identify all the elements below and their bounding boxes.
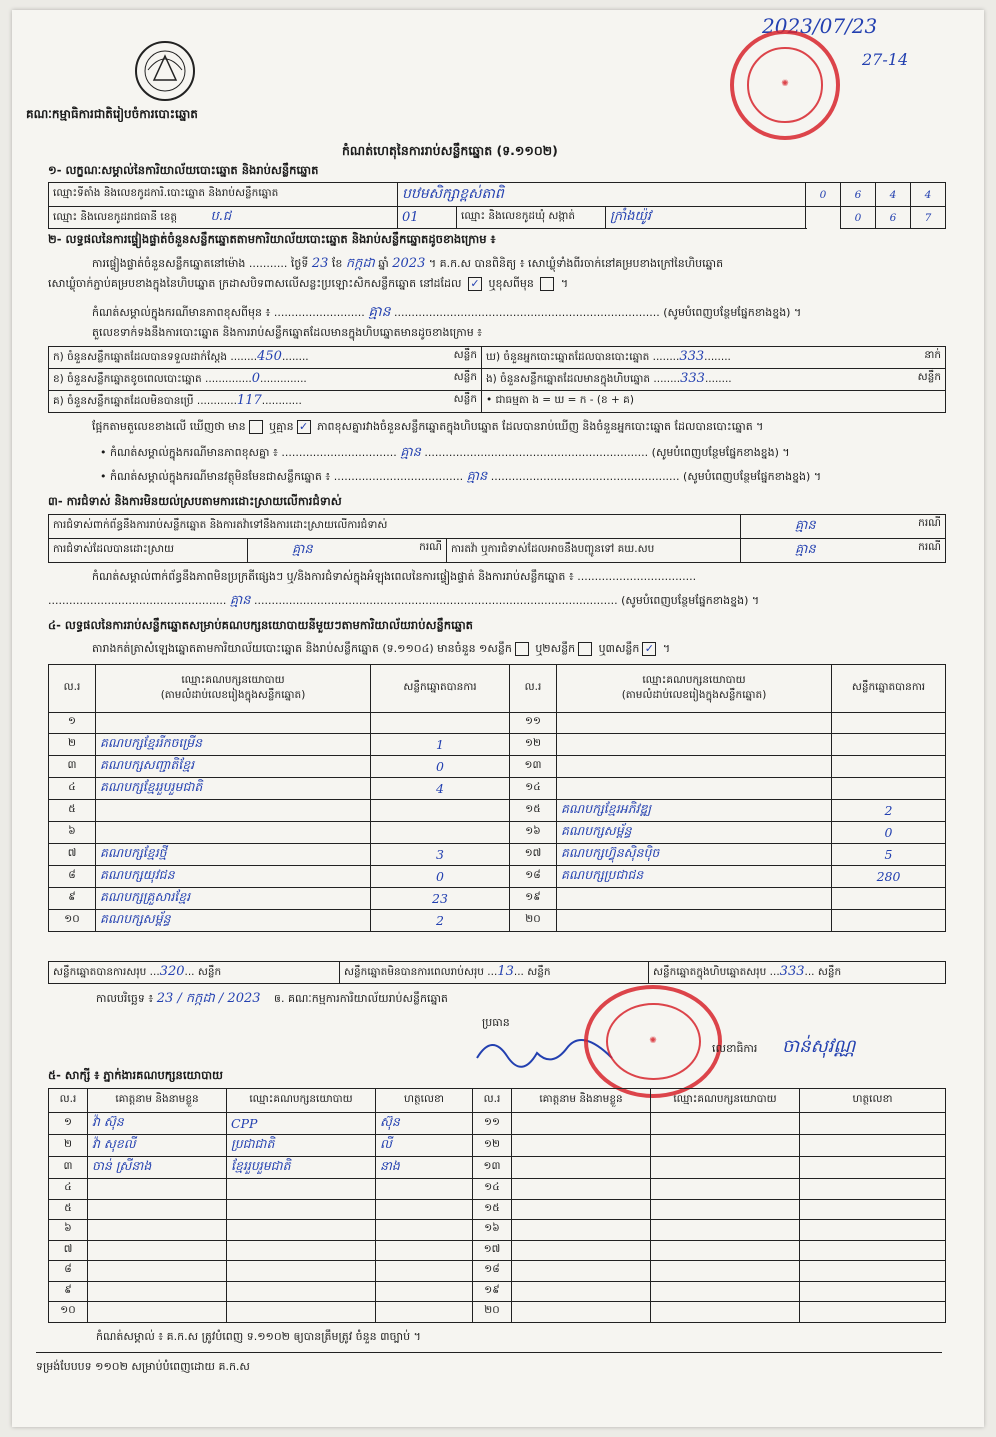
witness-col-name-2: គោត្តនាម និងនាមខ្លួន (512, 1089, 651, 1113)
witness-row-sig (800, 1199, 946, 1220)
count-ko: គ) ចំនួនសន្លឹកឆ្នោតដែលមិនបានប្រើ ............117............ សន្លឹក (49, 391, 482, 413)
total-invalid-value: 13 (497, 964, 514, 979)
witness-row-party: CPP (227, 1113, 376, 1135)
results-row (49, 821, 946, 843)
province-code: 01 (398, 207, 457, 229)
results-col-party: ឈ្មោះគណបក្សនយោបាយ (តាមលំដាប់លេខរៀងក្នុងសន្លឹកឆ្នោត) (96, 665, 371, 713)
total-box-value: 333 (779, 964, 805, 979)
commune-code-3: 7 (911, 207, 946, 229)
witness-row-no: ១ (49, 1113, 88, 1135)
results-totals (48, 961, 946, 984)
witness-row-party (651, 1220, 800, 1241)
handwritten-code: 27-14 (862, 50, 909, 69)
month-value: កក្កដា (345, 256, 375, 271)
results-row (49, 733, 946, 755)
results-row-votes (832, 887, 946, 909)
results-row-party (557, 713, 832, 734)
results-row-no: ៤ (49, 777, 96, 799)
results-row-votes: 1 (371, 733, 510, 755)
results-row-votes: 2 (371, 909, 510, 931)
signature-date: កាលបរិច្ឆេទ ៖ 23 / កក្កដា / 2023 ឲ. គណៈកម្មការការិយាល័យរាប់សន្លឹកឆ្នោត (96, 991, 448, 1006)
witness-row-sig (800, 1135, 946, 1157)
witness-row-no: ៦ (49, 1220, 88, 1241)
witness-row-no: ២ (49, 1135, 88, 1157)
secretary-signature: ចាន់សុវណ្ណ (782, 1036, 856, 1057)
section4-title: ៤- លទ្ធផលនៃការរាប់សន្លឹកឆ្នោតសម្រាប់គណបក្សនយោបាយនីមួយៗតាមការិយាល័យរាប់សន្លឹកឆ្នោត (48, 618, 473, 632)
results-row-votes (832, 909, 946, 931)
irregularity-note-value: គ្មាន (229, 593, 251, 608)
witness-row-party (651, 1135, 800, 1157)
witness-row-no: ១១ (473, 1113, 512, 1135)
section4-intro: តារាងកត់ត្រាសំឡេងឆ្នោតតាមការិយាល័យបោះឆ្នោត និងរាប់សន្លឹកឆ្នោត (ទ.១១០៤) មានចំនួន ១សន្លឹក ឬ២សន្លឹក ឬ៣សន្លឹក ✓ ។ (92, 642, 671, 655)
irregularity-note-label: កំណត់សម្គាល់ពាក់ព័ន្ធនឹងភាពមិនប្រក្រតីផ្សេងៗ ឬ/និងការជំទាស់ក្នុងអំឡុងពេលនៃការផ្ទៀងផ្ទាត់ និងការរាប់សន្លឹកឆ្នោត ៖ .................................. (92, 570, 697, 583)
results-row-party (96, 821, 371, 843)
results-row-no: ៨ (49, 865, 96, 887)
results-row-votes: 280 (832, 865, 946, 887)
witness-row-name (88, 1302, 227, 1323)
intact-checkbox: ✓ (468, 277, 482, 291)
witness-row-party (651, 1281, 800, 1302)
results-row-party: គណបក្សសម្ព័ន្ធ (96, 909, 371, 931)
year-value: 2023 (392, 256, 426, 271)
results-row-no: ៩ (49, 887, 96, 909)
results-col-no: ល.រ (49, 665, 96, 713)
section2-title: ២- លទ្ធផលនៃការផ្ទៀងផ្ទាត់ចំនួនសន្លឹកឆ្នោតតាមការិយាល័យបោះឆ្នោត និងរាប់សន្លឹកឆ្នោតដូចខាងក្រោម ៖ (48, 232, 496, 246)
witness-row-name: វ៉ា សុខលី (88, 1135, 227, 1157)
commune-label: ឈ្មោះ និងលេខកូដឃុំ សង្កាត់ (457, 207, 606, 229)
witness-col-party-2: ឈ្មោះគណបក្សនយោបាយ (651, 1089, 800, 1113)
complaint-label: ការជំទាស់ពាក់ព័ន្ធនឹងការរាប់សន្លឹកឆ្នោត និងការតវ៉ាទៅនឹងការដោះស្រាយលើការជំទាស់ (49, 515, 741, 539)
witness-row-sig (376, 1261, 473, 1282)
invalid-note-value: គ្មាន (466, 469, 488, 484)
witness-row-party: ខ្មែររួបរួមជាតិ (227, 1157, 376, 1179)
form-title: កំណត់ហេតុនៃការរាប់សន្លឹកឆ្នោត (ទ.១១០២) (342, 143, 558, 158)
witness-row-sig (800, 1261, 946, 1282)
witness-row-name (88, 1240, 227, 1261)
witness-row-name (88, 1179, 227, 1200)
results-row-votes: 4 (371, 777, 510, 799)
witness-row-no: ១៨ (473, 1261, 512, 1282)
witness-row (49, 1302, 946, 1323)
count-k-value: 450 (257, 349, 282, 364)
results-row (49, 713, 946, 734)
section5-title: ៥- សាក្សី ៖ ភ្នាក់ងារគណបក្សនយោបាយ (48, 1068, 223, 1082)
witness-row-name (88, 1220, 227, 1241)
results-row-votes (832, 755, 946, 777)
commune-value: ក្រាំងយ៉ូវ (606, 207, 806, 229)
witness-row-no: ១៦ (473, 1220, 512, 1241)
change-note-value: គ្មាន (368, 304, 391, 320)
witness-row-no: ៣ (49, 1157, 88, 1179)
witness-row-no: ១៧ (473, 1240, 512, 1261)
total-valid-value: 320 (159, 964, 185, 979)
witness-row-party (227, 1199, 376, 1220)
results-row-votes (832, 733, 946, 755)
witness-row-sig (376, 1240, 473, 1261)
results-col-no-2: ល.រ (510, 665, 557, 713)
results-row-no: ១៨ (510, 865, 557, 887)
results-row (49, 777, 946, 799)
witness-row-party (651, 1261, 800, 1282)
counts-table (48, 346, 946, 413)
results-row-no: ៧ (49, 843, 96, 865)
results-row-no: ១៦ (510, 821, 557, 843)
total-box: សន្លឹកឆ្នោតក្នុងហិបឆ្នោតសរុប ...333... សន្លឹក (649, 962, 946, 984)
location-code-2: 6 (841, 183, 876, 207)
witness-col-no-2: ល.រ (473, 1089, 512, 1113)
witness-row-name (512, 1220, 651, 1241)
results-row-party: គណបក្សខ្មែរថ្មី (96, 843, 371, 865)
total-valid: សន្លឹកឆ្នោតបានការសរុប ...320... សន្លឹក (49, 962, 340, 984)
count-gh: ឃ) ចំនួនអ្នកបោះឆ្នោតដែលបានបោះឆ្នោត ........333........ នាក់ (482, 347, 946, 369)
results-row-party (557, 909, 832, 931)
change-note: កំណត់សម្គាល់ក្នុងករណីមានភាពខុសពីមុន ៖ .......................... គ្មាន ............................................................................ (សូមបំពេញបន្ថែមផ្នែកខាងខ្នង) ។ (92, 304, 802, 320)
results-row-votes (371, 713, 510, 734)
witness-row-no: ១៩ (473, 1281, 512, 1302)
witness-row-party (227, 1281, 376, 1302)
results-row-party (557, 887, 832, 909)
formula: • ជាធម្មតា ង = ឃ = ក - (ខ + គ) (482, 391, 946, 413)
witness-row-party: ប្រជាជាតិ (227, 1135, 376, 1157)
results-row-party: គណបក្សសញ្ជាតិខ្មែរ (96, 755, 371, 777)
results-row (49, 755, 946, 777)
results-table (48, 664, 946, 932)
witness-row-sig (800, 1157, 946, 1179)
handwritten-date: 2023/07/23 (762, 14, 878, 38)
results-col-party-2: ឈ្មោះគណបក្សនយោបាយ (តាមលំដាប់លេខរៀងក្នុងសន្លឹកឆ្នោត) (557, 665, 832, 713)
results-row (49, 909, 946, 931)
location-value: បឋមសិក្សាខ្ពស់តាពិ (398, 183, 806, 207)
count-kh: ខ) ចំនួនសន្លឹកឆ្នោតខូចពេលបោះឆ្នោត ..............0.............. សន្លឹក (49, 369, 482, 391)
one-sheet-checkbox (515, 642, 529, 656)
witness-row-name (88, 1199, 227, 1220)
witness-row-no: ៤ (49, 1179, 88, 1200)
witness-row-name (512, 1199, 651, 1220)
witness-row-sig (376, 1281, 473, 1302)
results-row-party: គណបក្សប្រជាជន (557, 865, 832, 887)
witness-row-sig (376, 1302, 473, 1323)
results-row-party: គណបក្សខ្មែរអភិវឌ្ឍ (557, 799, 832, 821)
witness-row-sig (800, 1179, 946, 1200)
witness-col-sig-2: ហត្ថលេខា (800, 1089, 946, 1113)
witness-row-party (651, 1179, 800, 1200)
invalid-note: • កំណត់សម្គាល់ក្នុងករណីមានវត្ថុមិនមែនជាសន្លឹកឆ្នោត ៖ ..................................... គ្មាន ...................................................... (សូមបំពេញបន្ថែមផ្នែកខាងខ្នង) ។ (100, 469, 822, 484)
difference-note: • កំណត់សម្គាល់ក្នុងករណីមានភាពខុសគ្នា ៖ ................................. គ្មាន ................................................................ (សូមបំពេញបន្ថែមផ្នែកខាងខ្នង) ។ (100, 445, 790, 460)
results-row-no: ១៤ (510, 777, 557, 799)
results-row-party (96, 799, 371, 821)
results-col-votes-2: សន្លឹកឆ្នោតបានការ (832, 665, 946, 713)
witness-row-sig (376, 1220, 473, 1241)
results-row-no: ១១ (510, 713, 557, 734)
commune-code-1: 0 (841, 207, 876, 229)
complaints-table (48, 514, 946, 563)
section3-title: ៣- ការជំទាស់ និងការមិនយល់ស្របតាមការដោះស្រាយលើការជំទាស់ (48, 494, 342, 508)
footnote: កំណត់សម្គាល់ ៖ គ.ក.ស ត្រូវបំពេញ ទ.១១០២ ឲ្យបានត្រឹមត្រូវ ចំនួន ៣ច្បាប់ ។ (96, 1330, 421, 1343)
witness-row-sig (800, 1240, 946, 1261)
no-difference-checkbox: ✓ (297, 420, 311, 434)
results-row-party (557, 733, 832, 755)
witness-row-name (512, 1113, 651, 1135)
witness-row-name (512, 1281, 651, 1302)
results-row-no: ១២ (510, 733, 557, 755)
results-row-votes: 3 (371, 843, 510, 865)
witness-row (49, 1157, 946, 1179)
results-row-votes: 23 (371, 887, 510, 909)
count-kh-value: 0 (251, 371, 261, 386)
results-row-votes: 0 (371, 755, 510, 777)
witness-row (49, 1179, 946, 1200)
results-row-no: ៥ (49, 799, 96, 821)
witness-col-no: ល.រ (49, 1089, 88, 1113)
witness-row (49, 1261, 946, 1282)
results-row-no: ២ (49, 733, 96, 755)
witness-row-party (227, 1240, 376, 1261)
witness-row (49, 1135, 946, 1157)
official-stamp-bottom: ✺ (584, 985, 722, 1098)
total-invalid: សន្លឹកឆ្នោតមិនបានការពេលរាប់សរុប ...13... សន្លឹក (340, 962, 649, 984)
difference-check: ផ្អែកតាមតួលេខខាងលើ ឃើញថា មាន ឬគ្មាន ✓ ភាពខុសគ្នារវាងចំនួនសន្លឹកឆ្នោតក្នុងហិបឆ្នោត ដែលបានរាប់ឃើញ និងចំនួនអ្នកបោះឆ្នោត ដែលបានបោះឆ្នោត ។ (92, 420, 764, 433)
witness-row-party (651, 1157, 800, 1179)
results-row-votes: 0 (371, 865, 510, 887)
results-row-votes (371, 821, 510, 843)
results-row-votes (832, 713, 946, 734)
results-row-votes: 2 (832, 799, 946, 821)
witness-col-name: គោត្តនាម និងនាមខ្លួន (88, 1089, 227, 1113)
witness-row-name: ចាន់ ស្រីនាង (88, 1157, 227, 1179)
location-code-1: 0 (806, 183, 841, 207)
province-value: ប.ជ (210, 209, 232, 224)
witness-row-no: ២០ (473, 1302, 512, 1323)
witness-row (49, 1240, 946, 1261)
witness-row-sig (800, 1113, 946, 1135)
results-row-no: ១៥ (510, 799, 557, 821)
witness-row-name (88, 1261, 227, 1282)
two-sheet-checkbox (578, 642, 592, 656)
forwarded-count: គ្មាន ករណី (741, 539, 946, 563)
three-sheet-checkbox: ✓ (642, 642, 656, 656)
witness-table (48, 1088, 946, 1323)
results-row-party: គណបក្សខ្មែររួបរួមជាតិ (96, 777, 371, 799)
resolved-count: គ្មាន ករណី (248, 539, 447, 563)
location-code-3: 4 (876, 183, 911, 207)
results-row-party: គណបក្សខ្មែររីកចម្រើន (96, 733, 371, 755)
day-value: 23 (311, 256, 329, 271)
count-k: ក) ចំនួនសន្លឹកឆ្នោតដែលបានទទួលដាក់ស្តែង ........450........ សន្លឹក (49, 347, 482, 369)
results-row-votes: 5 (832, 843, 946, 865)
witness-row-sig: នាង (376, 1157, 473, 1179)
witness-row (49, 1220, 946, 1241)
count-ko-value: 117 (236, 393, 262, 408)
witness-row-no: ៥ (49, 1199, 88, 1220)
results-row-party (557, 777, 832, 799)
changed-checkbox (540, 277, 554, 291)
results-row-no: ១៣ (510, 755, 557, 777)
witness-row-name (512, 1261, 651, 1282)
witness-row-no: ៨ (49, 1261, 88, 1282)
witness-row (49, 1199, 946, 1220)
irregularity-note: ................................................... គ្មាន ........................................................................................................ (សូមបំពេញបន្ថែមផ្នែកខាងខ្នង) ។ (48, 593, 760, 608)
witness-row-no: ៩ (49, 1281, 88, 1302)
results-row (49, 843, 946, 865)
results-row-party: គណបក្សយុវជន (96, 865, 371, 887)
witness-row-no: ១២ (473, 1135, 512, 1157)
witness-row-name (88, 1281, 227, 1302)
count-gh-value: 333 (679, 349, 705, 364)
difference-note-value: គ្មាន (400, 445, 421, 460)
results-row-no: ២០ (510, 909, 557, 931)
witness-row-sig (800, 1281, 946, 1302)
signature-date-value: 23 / កក្កដា / 2023 (156, 991, 261, 1006)
has-difference-checkbox (249, 420, 263, 434)
verification-line-1: ការផ្ទៀងផ្ទាត់ចំនួនសន្លឹកឆ្នោតនៅម៉ោង ........... ថ្ងៃទី 23 ខែ កក្កដា ឆ្នាំ 2023 ។ គ.ក.ស បានពិនិត្យ ៖ សោឃ្លុំទាំងពីរចាក់នៅគម្របខាងក្រៅនៃហិបឆ្នោត (92, 256, 724, 271)
chair-label: ប្រធាន (482, 1016, 510, 1029)
witness-row-no: ១៣ (473, 1157, 512, 1179)
forwarded-label: ការតវ៉ា ឬការជំទាស់ដែលអាចនឹងបញ្ជូនទៅ គឃ.សប (447, 539, 741, 563)
witness-row-party (651, 1199, 800, 1220)
org-name: គណៈកម្មាធិការជាតិរៀបចំការបោះឆ្នោត (26, 107, 198, 121)
results-row-party (96, 713, 371, 734)
witness-row-name (512, 1240, 651, 1261)
witness-row (49, 1281, 946, 1302)
results-row (49, 865, 946, 887)
results-row-party (557, 755, 832, 777)
witness-row-party (227, 1302, 376, 1323)
witness-row-sig (376, 1179, 473, 1200)
results-row-party: គណបក្សសម្ព័ន្ធ (557, 821, 832, 843)
count-ng-value: 333 (680, 371, 705, 386)
location-code-4: 4 (911, 183, 946, 207)
witness-row-party (227, 1261, 376, 1282)
witness-row-sig: ស៊ុន (376, 1113, 473, 1135)
witness-row-name (512, 1135, 651, 1157)
secretary-label: លេខាធិការ (712, 1042, 758, 1055)
results-row-votes (832, 777, 946, 799)
results-row-votes (371, 799, 510, 821)
resolved-label: ការជំទាស់ដែលបានដោះស្រាយ (49, 539, 248, 563)
witness-row-no: ៧ (49, 1240, 88, 1261)
results-col-votes: សន្លឹកឆ្នោតបានការ (371, 665, 510, 713)
results-row-no: ១០ (49, 909, 96, 931)
witness-row-no: ១៥ (473, 1199, 512, 1220)
witness-row-name (512, 1302, 651, 1323)
witness-row-party (227, 1220, 376, 1241)
section1-table (48, 182, 946, 229)
count-ng: ង) ចំនួនសន្លឹកឆ្នោតដែលមានក្នុងហិបឆ្នោត ........333........ សន្លឹក (482, 369, 946, 391)
results-row-no: ៣ (49, 755, 96, 777)
results-row (49, 799, 946, 821)
form-page (12, 10, 984, 1427)
results-row-votes: 0 (832, 821, 946, 843)
witness-row-name (512, 1179, 651, 1200)
counts-intro: តួលេខទាក់ទងនឹងការបោះឆ្នោត និងការរាប់សន្លឹកឆ្នោតដែលមានក្នុងហិបឆ្នោតមានដូចខាងក្រោម ៖ (92, 326, 483, 339)
results-row-party: គណបក្សហ៊្វុនស៊ិនប៉ិច (557, 843, 832, 865)
results-row-party: គណបក្សគ្រួសារខ្មែរ (96, 887, 371, 909)
witness-row-party (227, 1179, 376, 1200)
witness-row-name (512, 1157, 651, 1179)
witness-col-sig: ហត្ថលេខា (376, 1089, 473, 1113)
witness-row-name: វ៉ា ស៊ុន (88, 1113, 227, 1135)
witness-row-sig (376, 1199, 473, 1220)
witness-row-sig (800, 1302, 946, 1323)
results-row-no: ១៧ (510, 843, 557, 865)
results-row-no: ១៩ (510, 887, 557, 909)
results-row-no: ១ (49, 713, 96, 734)
witness-col-party: ឈ្មោះគណបក្សនយោបាយ (227, 1089, 376, 1113)
official-stamp-top: ✺ (730, 30, 840, 140)
emblem-icon (134, 40, 196, 102)
province-label: ឈ្មោះ និងលេខកូដរាជធានី ខេត្ត ប.ជ (49, 207, 398, 229)
witness-row-party (651, 1240, 800, 1261)
location-label: ឈ្មោះទីតាំង និងលេខកូដការិ.បោះឆ្នោត និងរាប់សន្លឹកឆ្នោត (49, 183, 398, 207)
witness-row-no: ១៤ (473, 1179, 512, 1200)
witness-row-sig: លី (376, 1135, 473, 1157)
witness-row-party (651, 1113, 800, 1135)
results-row (49, 887, 946, 909)
witness-row (49, 1113, 946, 1135)
footer: ទម្រង់បែបបទ ១១០២ សម្រាប់បំពេញដោយ គ.ក.ស (36, 1360, 250, 1373)
section1-title: ១- លក្ខណៈសម្គាល់នៃការិយាល័យបោះឆ្នោត និងរាប់សន្លឹកឆ្នោត (48, 163, 319, 177)
commune-code-2: 6 (876, 207, 911, 229)
results-row-no: ៦ (49, 821, 96, 843)
witness-row-no: ១០ (49, 1302, 88, 1323)
witness-row-sig (800, 1220, 946, 1241)
verification-line-2: សោឃ្លុំចាក់ភ្ជាប់គម្របខាងក្នុងនៃហិបឆ្នោត ក្រដាសបិទពាសលើសន្លះប្រឡោះសិកសន្លឹកឆ្នោត នៅដដែល ✓ ឬខុសពីមុន ។ (48, 277, 569, 290)
witness-row-party (651, 1302, 800, 1323)
complaint-count: គ្មាន ករណី (741, 515, 946, 539)
